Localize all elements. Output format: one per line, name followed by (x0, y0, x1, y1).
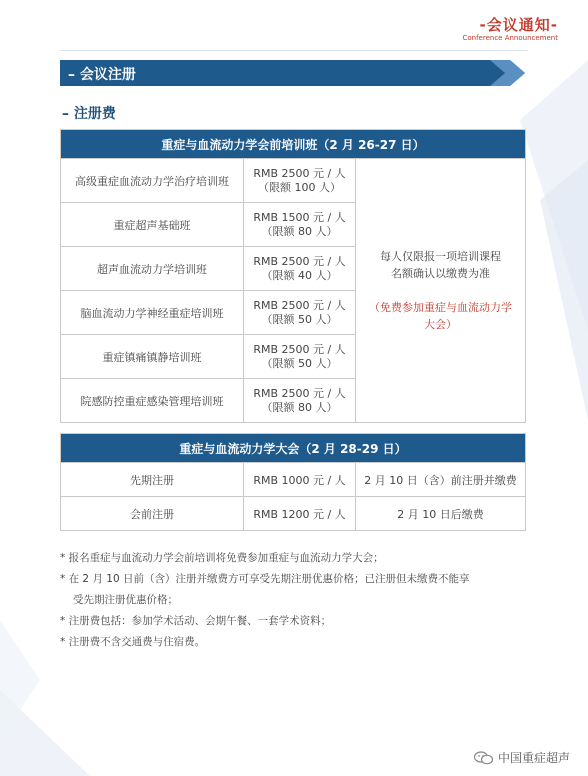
note-item: * 注册费不含交通费与住宿费。 (60, 636, 206, 648)
registration-type: 会前注册 (61, 497, 244, 531)
training-note: 每人仅限报一项培训课程 名额确认以缴费为准 （免费参加重症与血流动力学 大会） (356, 159, 526, 423)
table-header-row (61, 434, 526, 463)
conference-announcement-header (462, 14, 558, 42)
table-header-row (61, 130, 526, 159)
header-subtitle: Conference Announcement (462, 34, 558, 42)
course-name: 超声血流动力学培训班 (61, 247, 244, 291)
course-price: RMB 2500 元 / 人 （限额 80 人） (244, 379, 356, 423)
table-header: 重症与血流动力学会前培训班（2 月 26-27 日） (61, 130, 526, 159)
course-price: RMB 2500 元 / 人 （限额 50 人） (244, 335, 356, 379)
fee-notes (60, 548, 530, 653)
course-price: RMB 2500 元 / 人 （限额 50 人） (244, 291, 356, 335)
course-price: RMB 1500 元 / 人 （限额 80 人） (244, 203, 356, 247)
subsection-title: – 注册费 (62, 106, 116, 122)
section-banner (60, 60, 525, 86)
table-row (61, 463, 526, 497)
registration-note: 2 月 10 日后缴费 (356, 497, 526, 531)
course-name: 院感防控重症感染管理培训班 (61, 379, 244, 423)
section-title: – 会议注册 (68, 67, 136, 83)
training-fee-table (60, 129, 526, 423)
note-item: * 注册费包括：参加学术活动、会期午餐、一套学术资料； (60, 615, 332, 627)
note-item: 受先期注册优惠价格； (73, 594, 178, 606)
note-item: * 报名重症与血流动力学会前培训将免费参加重症与血流动力学大会； (60, 552, 384, 564)
conference-fee-table (60, 433, 526, 531)
course-name: 脑血流动力学神经重症培训班 (61, 291, 244, 335)
course-name: 重症镇痛镇静培训班 (61, 335, 244, 379)
free-note: （免费参加重症与血流动力学 (369, 301, 513, 314)
course-price: RMB 2500 元 / 人 （限额 100 人） (244, 159, 356, 203)
course-name: 重症超声基础班 (61, 203, 244, 247)
table-header: 重症与血流动力学大会（2 月 28-29 日） (61, 434, 526, 463)
header-title: -会议通知- (479, 16, 558, 34)
watermark (474, 749, 570, 766)
registration-type: 先期注册 (61, 463, 244, 497)
divider (60, 50, 528, 51)
wechat-icon (474, 751, 494, 765)
course-name: 高级重症血流动力学治疗培训班 (61, 159, 244, 203)
registration-price: RMB 1000 元 / 人 (244, 463, 356, 497)
registration-note: 2 月 10 日（含）前注册并缴费 (356, 463, 526, 497)
note-item: * 在 2 月 10 日前（含）注册并缴费方可享受先期注册优惠价格；已注册但未缴费不能享 (60, 573, 470, 585)
table-row (61, 159, 526, 203)
watermark-text: 中国重症超声 (497, 751, 570, 765)
course-price: RMB 2500 元 / 人 （限额 40 人） (244, 247, 356, 291)
table-row (61, 497, 526, 531)
registration-price: RMB 1200 元 / 人 (244, 497, 356, 531)
